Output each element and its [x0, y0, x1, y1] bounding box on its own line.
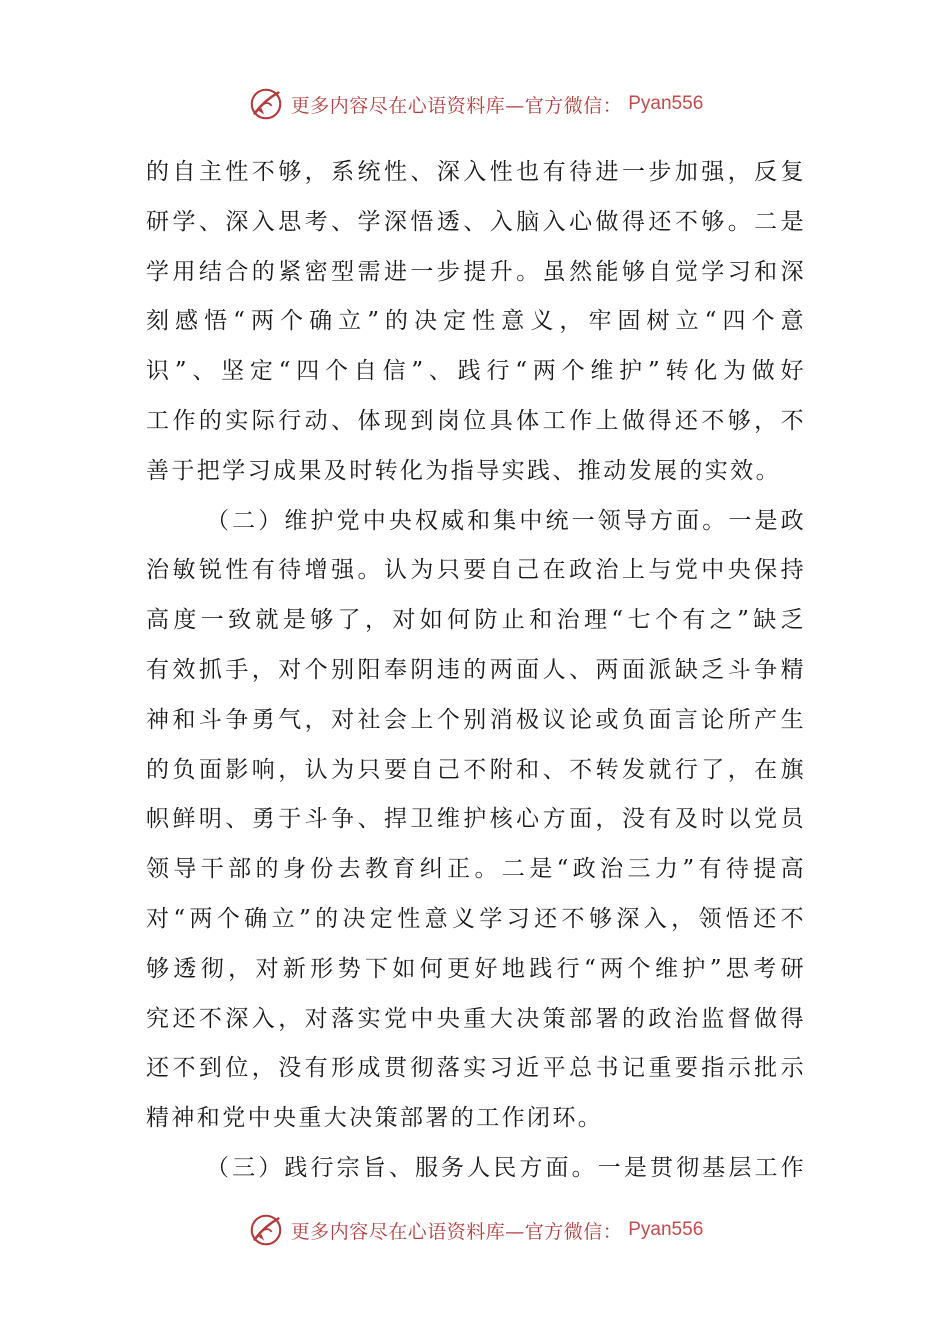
watermark-wechat-id: Pyan556: [628, 1219, 704, 1240]
text-line: 还不到位，没有形成贯彻落实习近平总书记重要指示批示: [146, 1055, 806, 1082]
text-line: 有效抓手，对个别阳奉阴违的两面人、两面派缺乏斗争精: [146, 656, 806, 683]
text-line: 精神和党中央重大决策部署的工作闭环。: [146, 1105, 604, 1132]
text-line: 领导干部的身份去教育纠正。二是“政治三力”有待提高: [146, 856, 806, 883]
text-line: 够透彻，对新形势下如何更好地践行“两个维护”思考研: [146, 955, 806, 982]
text-line: 善于把学习成果及时转化为指导实践、推动发展的实效。: [146, 457, 781, 484]
text-line: 工作的实际行动、体现到岗位具体工作上做得还不够，不: [146, 407, 806, 434]
text-line: 对“两个确立”的决定性意义学习还不够深入，领悟还不: [146, 905, 806, 932]
text-line: 的负面影响，认为只要自己不附和、不转发就行了，在旗: [146, 756, 806, 783]
text-line: 的自主性不够，系统性、深入性也有待进一步加强，反复: [146, 159, 806, 185]
header-watermark: [0, 84, 950, 124]
pen-logo-icon: [247, 1211, 285, 1249]
text-line: 刻感悟“两个确立”的决定性意义，牢固树立“四个意: [146, 308, 806, 335]
footer-watermark: [0, 1210, 950, 1250]
paragraph-heading-line: （二）维护党中央权威和集中统一领导方面。一是政: [206, 507, 806, 534]
watermark-text: 更多内容尽在心语资料库—官方微信：: [290, 94, 623, 117]
text-line: 治敏锐性有待增强。认为只要自己在政治上与党中央保持: [146, 557, 806, 584]
text-line: 学用结合的紧密型需进一步提升。虽然能够自觉学习和深: [146, 258, 806, 285]
text-line: 研学、深入思考、学深悟透、入脑入心做得还不够。二是: [146, 208, 806, 235]
text-line: 帜鲜明、勇于斗争、捍卫维护核心方面，没有及时以党员: [146, 806, 806, 833]
text-line: 究还不深入，对落实党中央重大决策部署的政治监督做得: [146, 1005, 806, 1032]
paragraph-heading-line: （三）践行宗旨、服务人民方面。一是贯彻基层工作: [206, 1154, 806, 1181]
watermark-wechat-id: Pyan556: [628, 93, 704, 114]
text-line: 神和斗争勇气，对社会上个别消极议论或负面言论所产生: [146, 706, 806, 733]
text-line: 识”、坚定“四个自信”、践行“两个维护”转化为做好: [146, 358, 806, 385]
text-line: 高度一致就是够了，对如何防止和治理“七个有之”缺乏: [146, 607, 806, 634]
watermark-text: 更多内容尽在心语资料库—官方微信：: [290, 1220, 623, 1243]
pen-logo-icon: [247, 85, 285, 123]
document-body: [146, 148, 806, 1194]
